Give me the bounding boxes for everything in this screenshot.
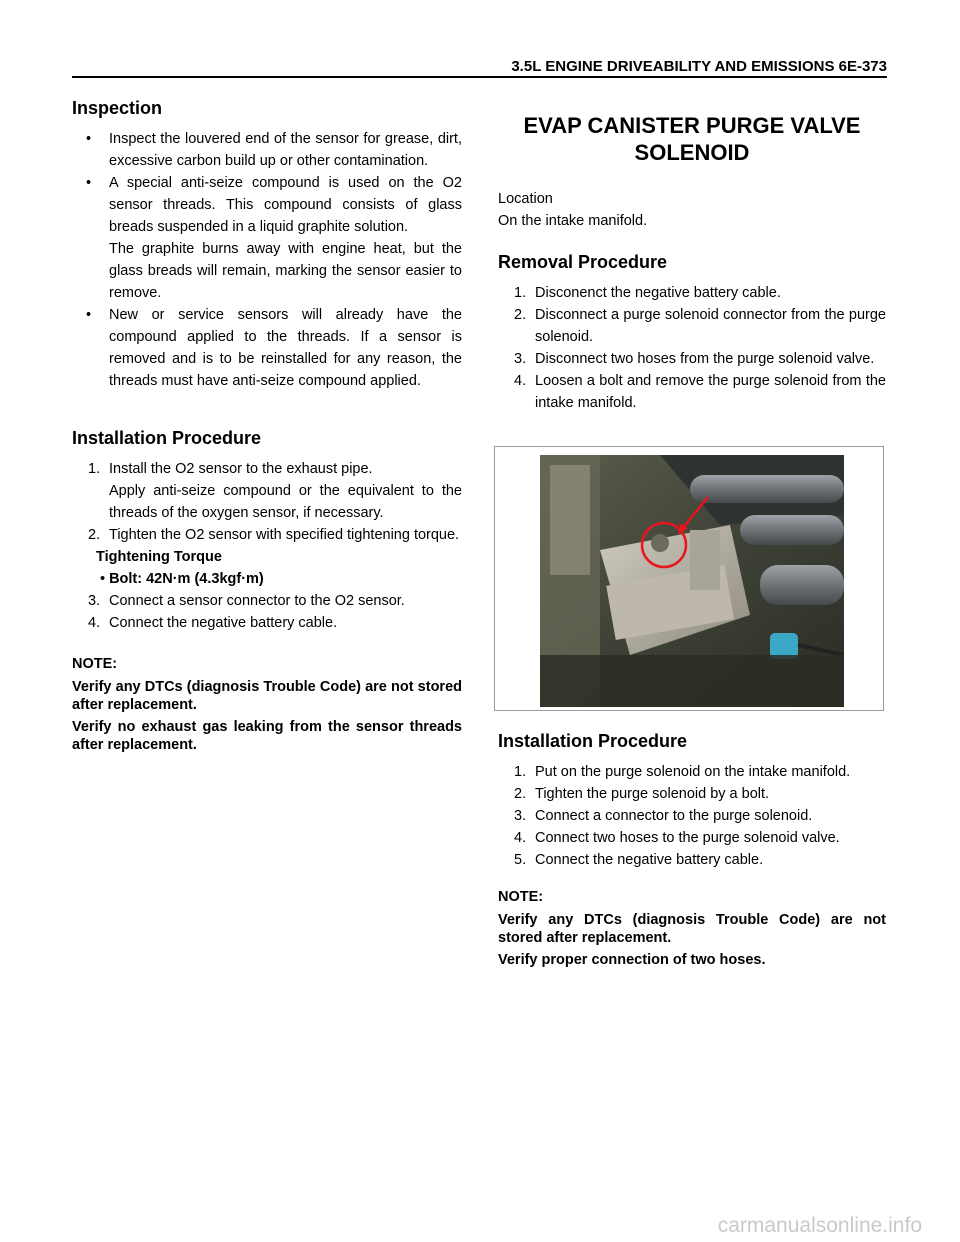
- right-install-step-5: 5. Connect the negative battery cable.: [514, 852, 764, 868]
- torque-value: • Bolt: 42N·m (4.3kgf·m): [100, 571, 264, 587]
- hose-lower: [760, 565, 844, 605]
- note-line-right-1: Verify any DTCs (diagnosis Trouble Code) are not stored after replacement.: [498, 912, 886, 946]
- hose-upper: [690, 475, 844, 503]
- location-text: On the intake manifold.: [498, 213, 648, 229]
- purge-solenoid-photo: [540, 455, 844, 707]
- right-column: [498, 112, 886, 414]
- right-install-step-4: 4. Connect two hoses to the purge solenoid valve.: [514, 830, 840, 846]
- hose-middle: [740, 515, 844, 545]
- removal-step-1: 1. Disconenct the negative battery cable.: [514, 285, 781, 301]
- note-line-left-1: Verify any DTCs (diagnosis Trouble Code) are not stored after replacement.: [72, 679, 462, 713]
- note-line-left-2: Verify no exhaust gas leaking from the sensor threads after replacement.: [72, 719, 462, 753]
- installation-steps-right: [498, 761, 886, 871]
- removal-step-2: 2. Disconnect a purge solenoid connector from the purge solenoid.: [514, 307, 886, 345]
- header-rule: [72, 76, 887, 78]
- inspection-bullet-2-extra: The graphite burns away with engine heat, but the glass breads will remain, marking the sensor easier to remove.: [109, 241, 462, 301]
- install-step-2: 2. Tighten the O2 sensor with specified tightening torque.: [88, 527, 460, 543]
- page-header: 3.5L ENGINE DRIVEABILITY AND EMISSIONS 6E-373: [511, 58, 887, 75]
- note-line-right-2: Verify proper connection of two hoses.: [498, 952, 766, 968]
- inspection-bullet-1: • Inspect the louvered end of the sensor for grease, dirt, excessive carbon build up or other contamination.: [72, 128, 462, 172]
- installation-heading-left: Installation Procedure: [72, 428, 262, 448]
- inspection-bullet-3: • New or service sensors will already have the compound applied to the threads. If a sensor is removed and is to be reinstalled for any reason, the threads must have anti-seize compound applied.: [72, 304, 462, 392]
- install-step-1: 1. Install the O2 sensor to the exhaust pipe. Apply anti-seize compound or the equivalent to the threads of the oxygen sensor, if necessary.: [72, 458, 462, 524]
- install-step-3: 3. Connect a sensor connector to the O2 sensor.: [88, 593, 405, 609]
- torque-title: Tightening Torque: [96, 549, 222, 565]
- removal-heading: Removal Procedure: [498, 252, 668, 272]
- inspection-heading: Inspection: [72, 98, 163, 118]
- right-install-step-3: 3. Connect a connector to the purge solenoid.: [514, 808, 813, 824]
- evap-title-line-1: EVAP CANISTER PURGE VALVE: [523, 113, 861, 138]
- location-label: Location: [498, 191, 553, 207]
- evap-title-line-2: SOLENOID: [634, 140, 750, 165]
- install-step-1-extra: Apply anti-seize compound or the equivalent to the threads of the oxygen sensor, if necessary.: [109, 483, 462, 521]
- removal-steps: [498, 282, 886, 414]
- installation-steps-left: [72, 458, 462, 546]
- left-column: [72, 96, 462, 754]
- right-install-step-2: 2. Tighten the purge solenoid by a bolt.: [514, 786, 770, 802]
- inspection-list: [72, 128, 462, 392]
- note-label-left: NOTE:: [72, 656, 118, 672]
- installation-heading-right: Installation Procedure: [498, 731, 688, 751]
- right-column-lower: [498, 729, 886, 969]
- install-step-4: 4. Connect the negative battery cable.: [88, 615, 338, 631]
- removal-step-3: 3. Disconnect two hoses from the purge solenoid valve.: [514, 351, 875, 367]
- removal-step-4: 4. Loosen a bolt and remove the purge solenoid from the intake manifold.: [514, 373, 886, 411]
- note-label-right: NOTE:: [498, 889, 544, 905]
- watermark: carmanualsonline.info: [717, 1214, 922, 1237]
- purge-solenoid-photo-frame: [494, 446, 884, 711]
- right-install-step-1: 1. Put on the purge solenoid on the intake manifold.: [514, 764, 851, 780]
- inspection-bullet-2: • A special anti-seize compound is used on the O2 sensor threads. This compound consists of glass breads suspended in a liquid graphite solution. The graphite burns away with engine heat, but the glass breads will remain, marking the sensor easier to remove.: [72, 172, 462, 304]
- installation-steps-left-cont: [72, 590, 462, 634]
